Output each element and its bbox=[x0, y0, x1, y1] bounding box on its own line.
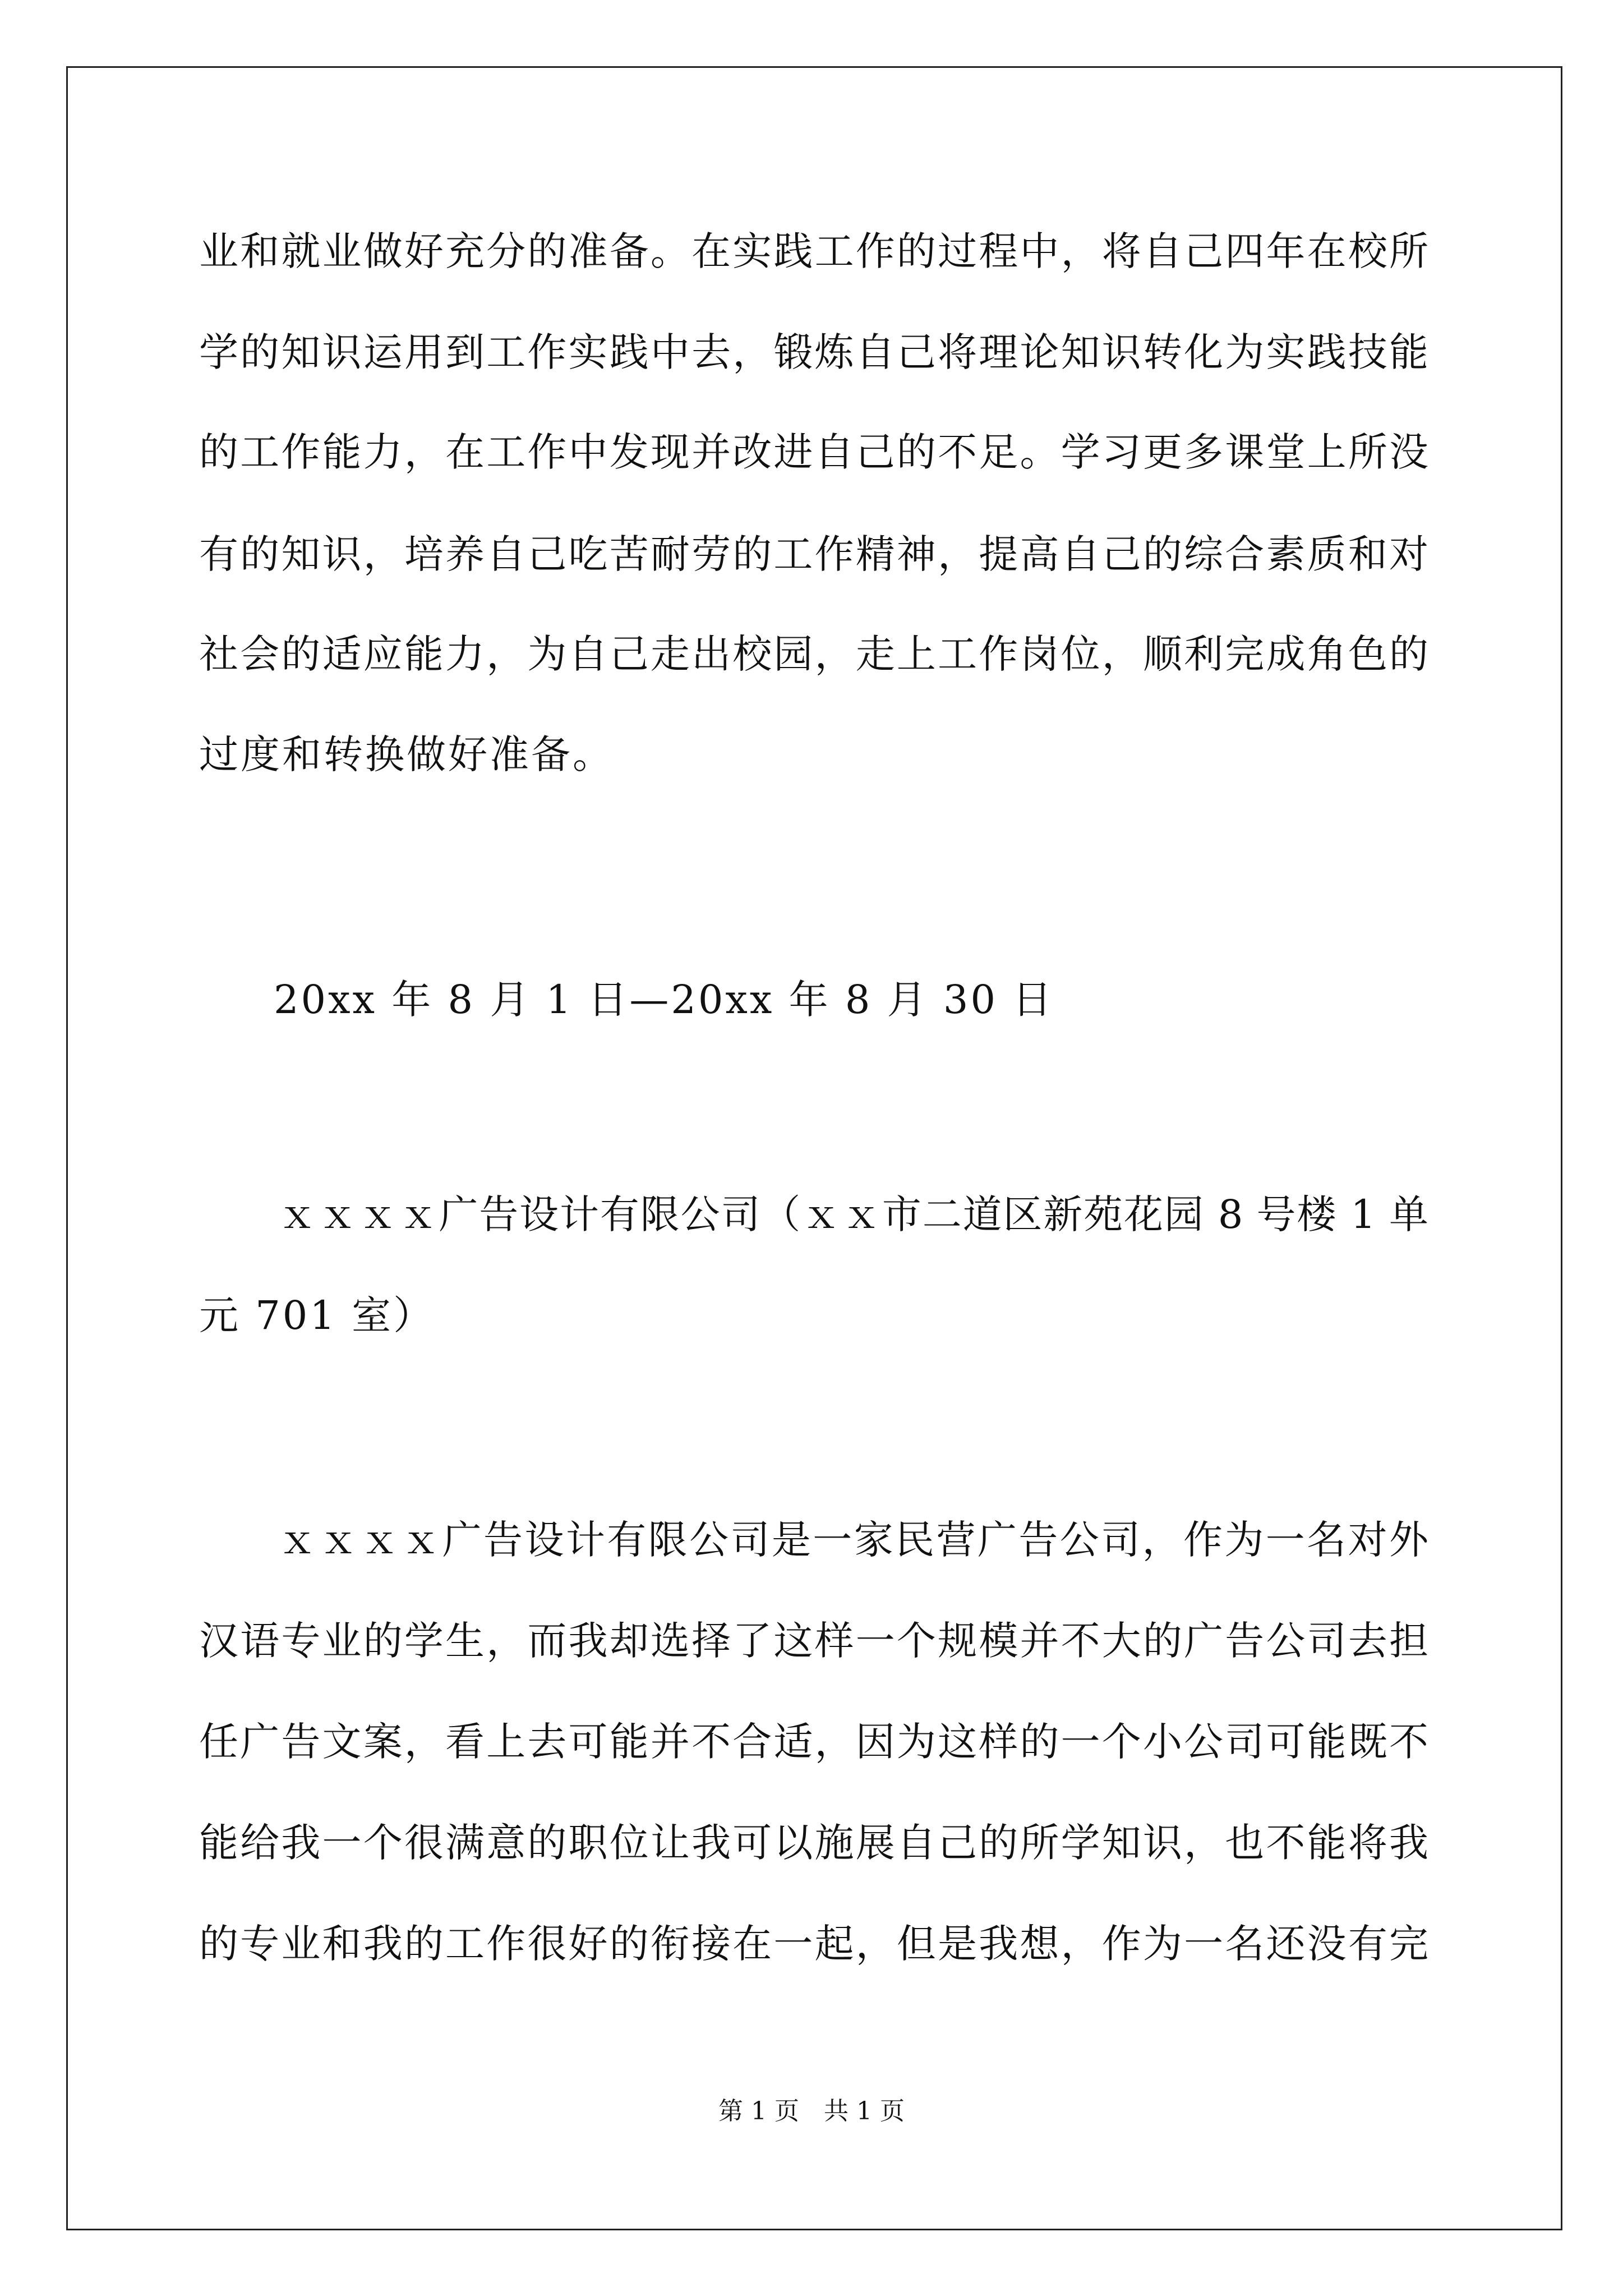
company-address-line-2: 元 701 室） bbox=[199, 1292, 435, 1338]
page-footer: 第 1 页 共 1 页 bbox=[718, 2097, 905, 2125]
paragraph-1-line-1: 业和就业做好充分的准备。在实践工作的过程中，将自己四年在校所 bbox=[199, 228, 1428, 274]
company-address-line-1: ｘｘｘｘ广告设计有限公司（ｘｘ市二道区新苑花园 8 号楼 1 单 bbox=[278, 1191, 1428, 1237]
paragraph-1-line-2: 学的知识运用到工作实践中去，锻炼自己将理论知识转化为实践技能 bbox=[199, 329, 1428, 375]
paragraph-1-line-6: 过度和转换做好准备。 bbox=[199, 731, 614, 777]
paragraph-1-line-4: 有的知识，培养自己吃苦耐劳的工作精神，提高自己的综合素质和对 bbox=[199, 531, 1428, 577]
internship-date-range: 20xx 年 8 月 1 日—20xx 年 8 月 30 日 bbox=[274, 977, 1054, 1023]
page-border bbox=[66, 66, 1562, 2230]
paragraph-2-line-2: 汉语专业的学生，而我却选择了这样一个规模并不大的广告公司去担 bbox=[199, 1618, 1428, 1664]
paragraph-2-line-3: 任广告文案，看上去可能并不合适，因为这样的一个小公司可能既不 bbox=[199, 1719, 1428, 1765]
paragraph-1-line-3: 的工作能力，在工作中发现并改进自己的不足。学习更多课堂上所没 bbox=[199, 429, 1428, 475]
paragraph-2-line-1: ｘｘｘｘ广告设计有限公司是一家民营广告公司，作为一名对外 bbox=[278, 1517, 1428, 1563]
paragraph-2-line-4: 能给我一个很满意的职位让我可以施展自己的所学知识，也不能将我 bbox=[199, 1820, 1428, 1866]
paragraph-1-line-5: 社会的适应能力，为自己走出校园，走上工作岗位，顺利完成角色的 bbox=[199, 631, 1428, 677]
paragraph-2-line-5: 的专业和我的工作很好的衔接在一起，但是我想，作为一名还没有完 bbox=[199, 1921, 1428, 1967]
